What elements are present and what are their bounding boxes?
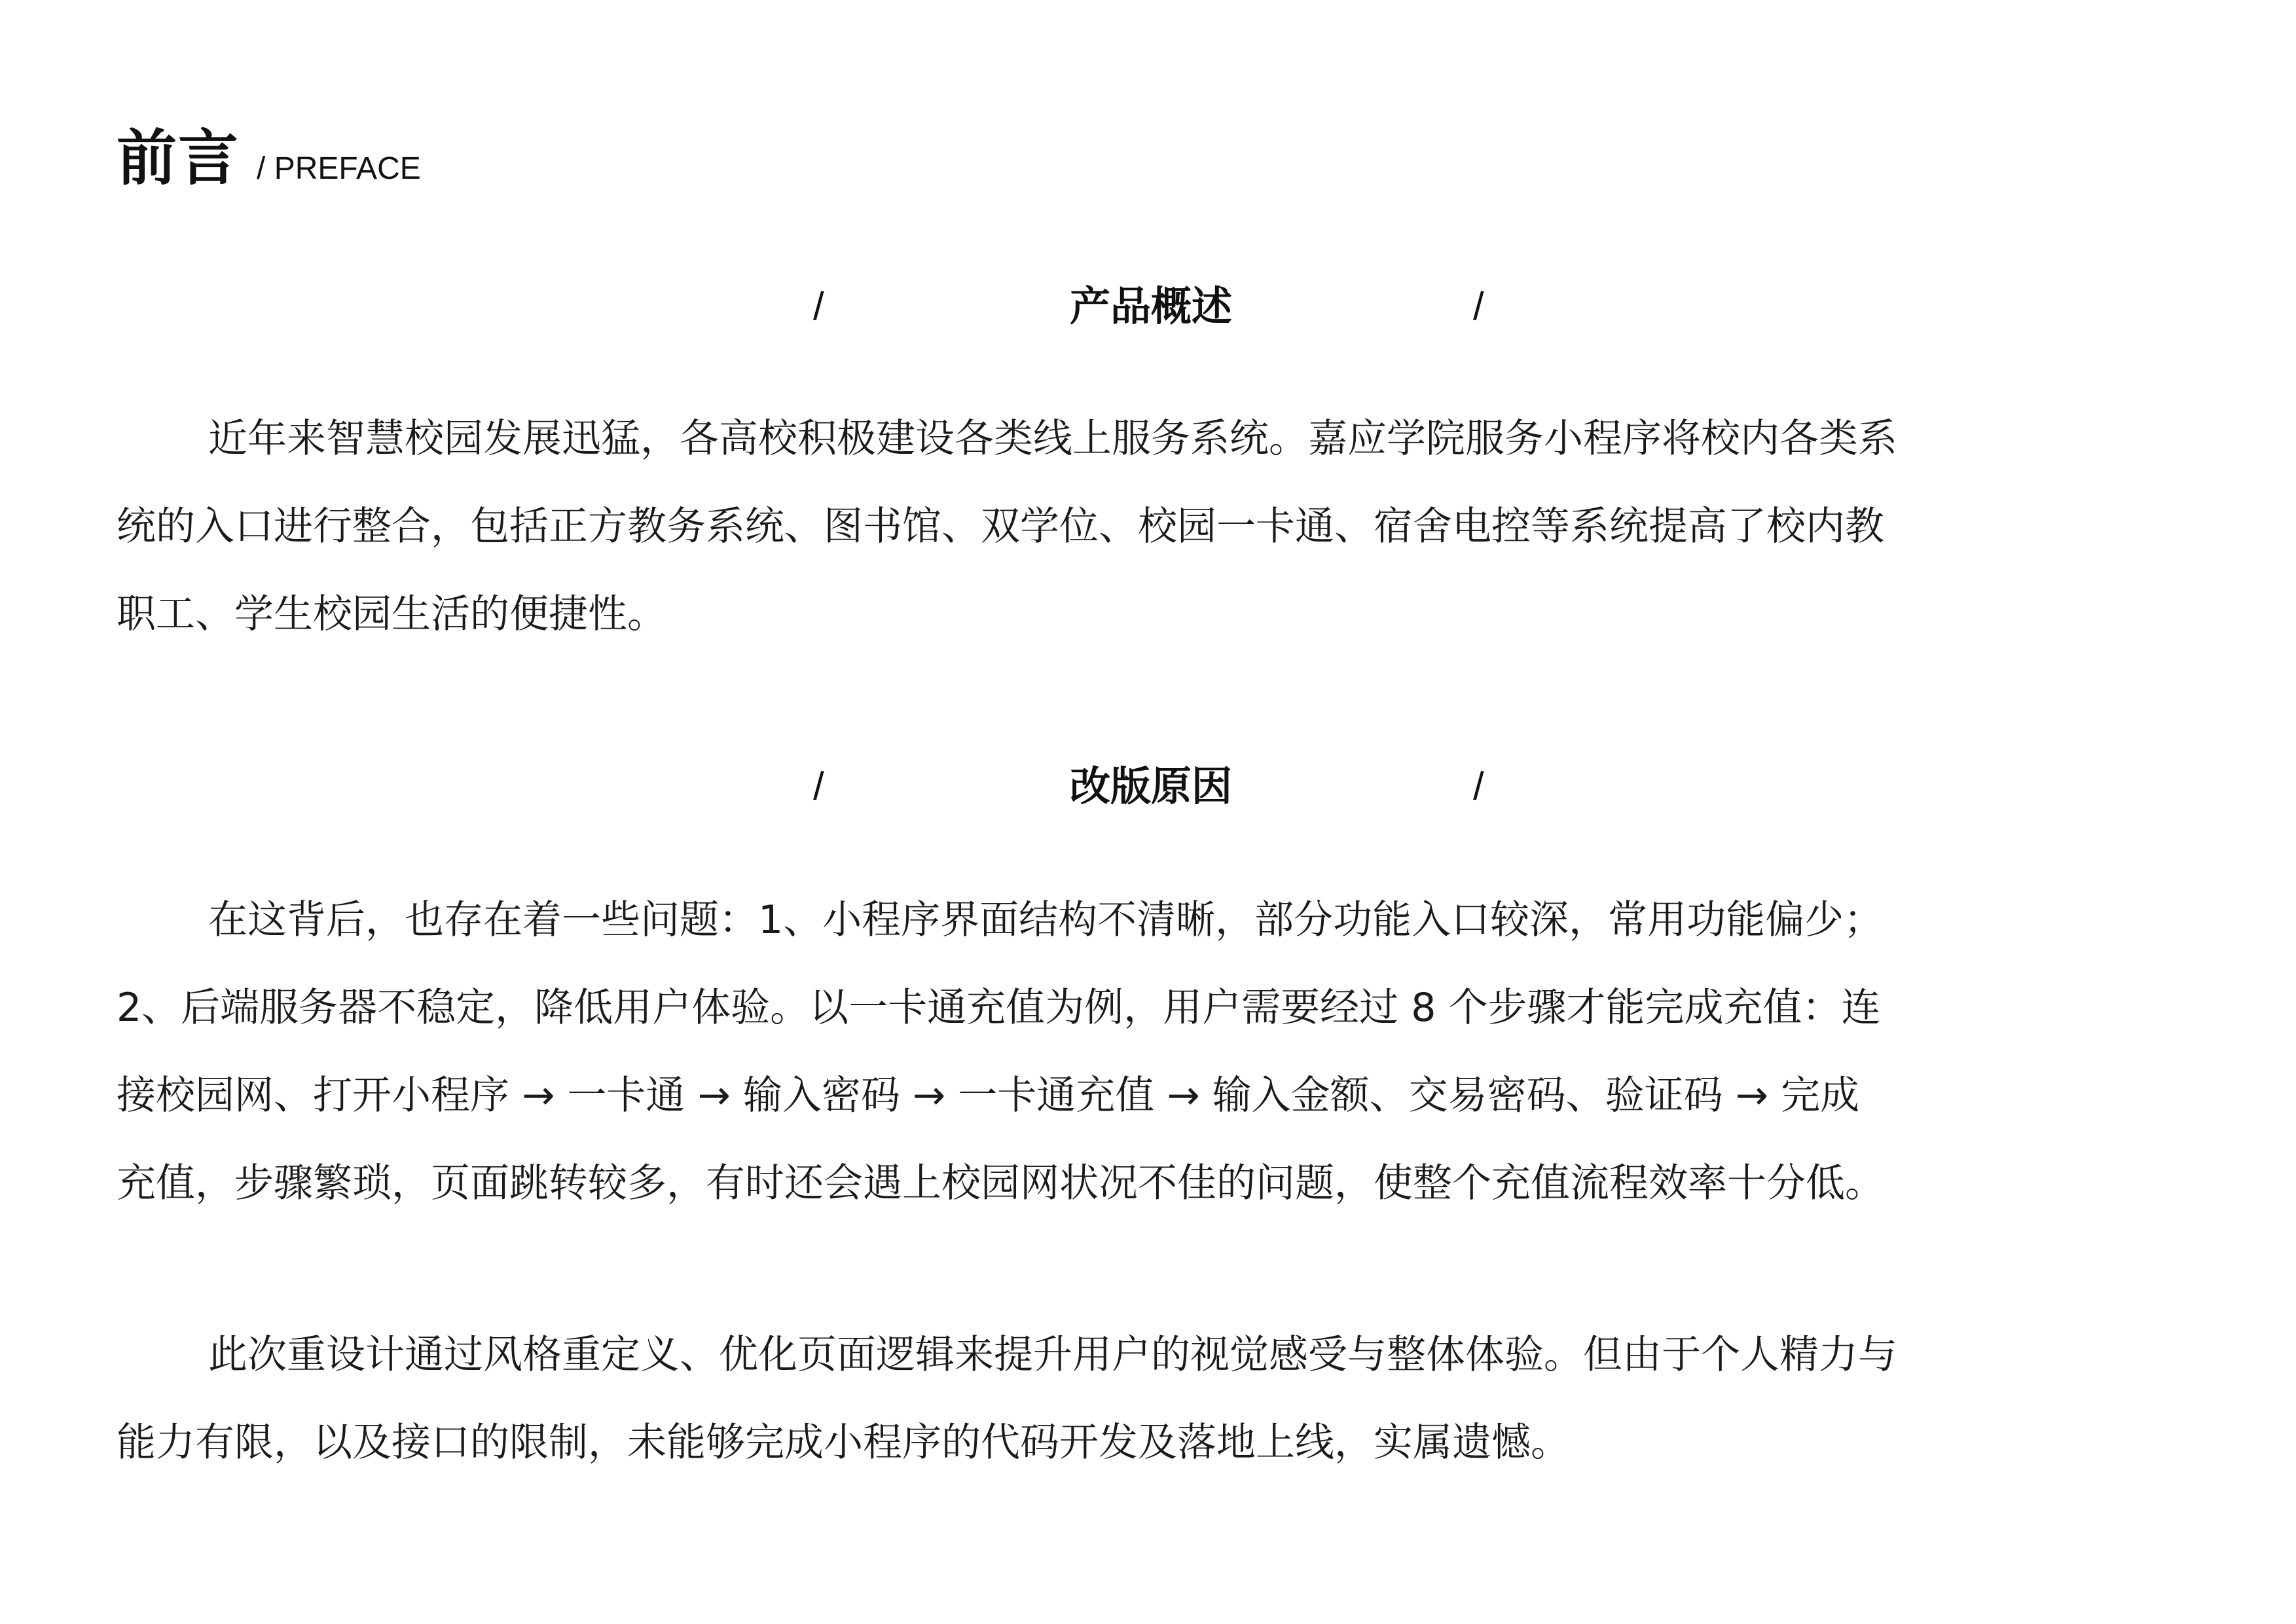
paragraph-line: 统的入口进行整合，包括正方教务系统、图书馆、双学位、校园一卡通、宿舍电控等系统提高了校内教: [117, 504, 1884, 549]
section-heading-redesign-reason: [0, 760, 2296, 813]
heading-slash-right: /: [1473, 764, 1484, 808]
page-title: [117, 110, 421, 196]
paragraph-line: 充值，步骤繁琐，页面跳转较多，有时还会遇上校园网状况不佳的问题，使整个充值流程效率十分低。: [117, 1160, 1884, 1206]
paragraph-line: 能力有限，以及接口的限制，未能够完成小程序的代码开发及落地上线，实属遗憾。: [117, 1420, 1570, 1466]
paragraph-redesign-goal: [117, 1311, 2193, 1486]
section-title: 改版原因: [1069, 762, 1232, 810]
paragraph-overview: [117, 395, 2193, 658]
heading-slash-left: /: [813, 764, 824, 808]
page-title-cn: 前言: [117, 123, 240, 193]
page-title-en: / PREFACE: [257, 151, 421, 186]
paragraph-line: 在这背后，也存在着一些问题：1、小程序界面结构不清晰，部分功能入口较深，常用功能偏少；: [208, 897, 1884, 943]
heading-slash-right: /: [1473, 284, 1484, 328]
paragraph-line: 职工、学生校园生活的便捷性。: [117, 591, 666, 637]
paragraph-line: 此次重设计通过风格重定义、优化页面逻辑来提升用户的视觉感受与整体体验。但由于个人精力与: [208, 1332, 1897, 1378]
paragraph-line: 2、后端服务器不稳定，降低用户体验。以一卡通充值为例，用户需要经过 8 个步骤才能完成充值：连: [117, 985, 1881, 1031]
paragraph-problems: [117, 876, 2193, 1227]
paragraph-line: 近年来智慧校园发展迅猛，各高校积极建设各类线上服务系统。嘉应学院服务小程序将校内各类系: [208, 416, 1897, 462]
paragraph-line: 接校园网、打开小程序 → 一卡通 → 输入密码 → 一卡通充值 → 输入金额、交易密码、验证码 → 完成: [117, 1073, 1860, 1118]
section-title: 产品概述: [1069, 282, 1232, 330]
section-heading-overview: [0, 280, 2296, 333]
heading-slash-left: /: [813, 284, 824, 328]
